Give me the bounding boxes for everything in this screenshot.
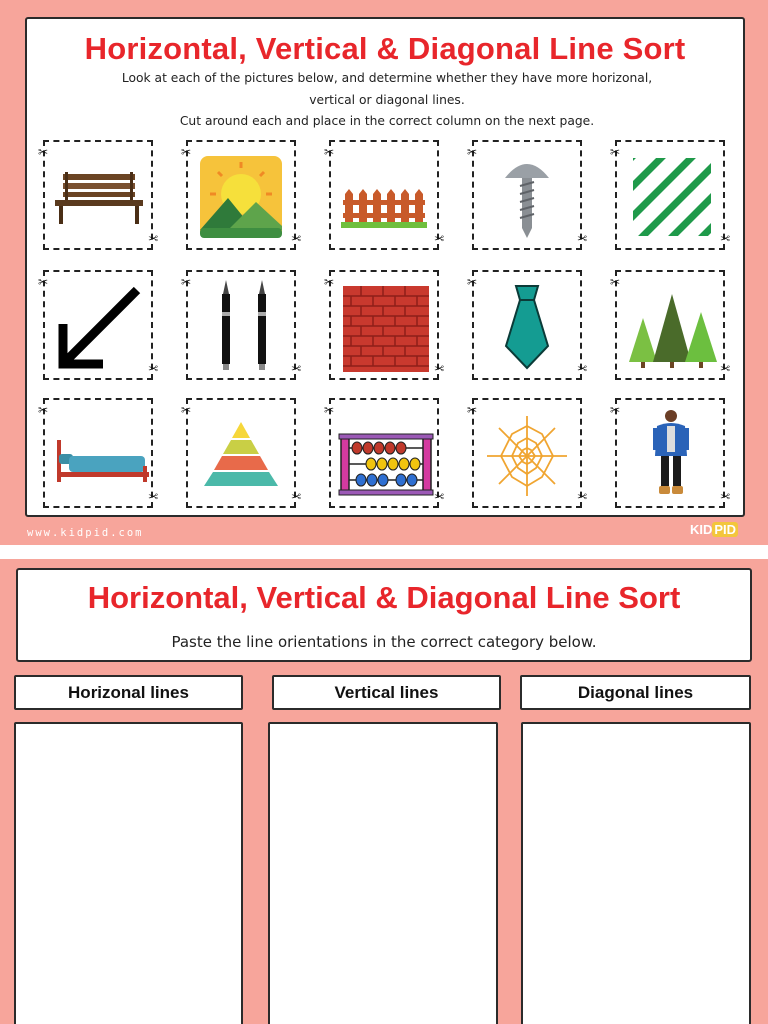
scissors-icon: ✂ (467, 145, 478, 159)
scissors-icon: ✂ (38, 275, 49, 289)
scissors-icon: ✂ (181, 275, 192, 289)
fence-icon (331, 142, 437, 248)
page-2-subtitle: Paste the line orientations in the correct category below. (171, 633, 597, 651)
kidpid-logo (690, 522, 738, 537)
cutout-card-screw[interactable] (467, 140, 587, 250)
scissors-icon: ✂ (324, 145, 335, 159)
column-header-horizontal: Horizonal lines (14, 675, 243, 710)
column-header-diagonal: Diagonal lines (520, 675, 751, 710)
screw-icon (474, 142, 580, 248)
column-header-vertical: Vertical lines (272, 675, 501, 710)
scissors-icon: ✂ (290, 489, 301, 503)
instruction-line-3: Cut around each and place in the correct column on the next page. (179, 114, 595, 128)
scissors-icon: ✂ (147, 361, 158, 375)
cutout-card-brick-wall[interactable] (324, 270, 444, 380)
sort-header-panel (16, 568, 752, 662)
pens-icon (188, 272, 294, 378)
page-divider (0, 545, 768, 559)
footer-url[interactable]: www.kidpid.com (27, 527, 144, 539)
scissors-icon: ✂ (719, 489, 730, 503)
scissors-icon: ✂ (610, 275, 621, 289)
cutout-card-spider-web[interactable] (467, 398, 587, 508)
scissors-icon: ✂ (324, 403, 335, 417)
man-icon (617, 400, 723, 506)
scissors-icon: ✂ (38, 403, 49, 417)
scissors-icon: ✂ (610, 403, 621, 417)
arrow-icon (45, 272, 151, 378)
cutout-card-trees[interactable] (610, 270, 730, 380)
scissors-icon: ✂ (181, 145, 192, 159)
scissors-icon: ✂ (181, 403, 192, 417)
scissors-icon: ✂ (433, 361, 444, 375)
scissors-icon: ✂ (433, 231, 444, 245)
scissors-icon: ✂ (290, 231, 301, 245)
bench-icon (45, 142, 151, 248)
logo-pid: PID (714, 522, 737, 537)
scissors-icon: ✂ (290, 361, 301, 375)
brick-wall-icon (331, 272, 437, 378)
scissors-icon: ✂ (467, 275, 478, 289)
scissors-icon: ✂ (576, 361, 587, 375)
spider-web-icon (474, 400, 580, 506)
scissors-icon: ✂ (433, 489, 444, 503)
paste-area-diagonal[interactable] (521, 722, 751, 1024)
instruction-line-2: vertical or diagonal lines. (309, 93, 465, 107)
cutout-card-tie[interactable] (467, 270, 587, 380)
pyramid-icon (188, 400, 294, 506)
scissors-icon: ✂ (576, 231, 587, 245)
diagonal-stripes-icon (617, 142, 723, 248)
paste-area-horizontal[interactable] (14, 722, 243, 1024)
cutout-sheet (25, 17, 745, 517)
sunset-icon (188, 142, 294, 248)
cutout-card-bed[interactable] (38, 398, 158, 508)
scissors-icon: ✂ (719, 231, 730, 245)
cutout-card-man[interactable] (610, 398, 730, 508)
scissors-icon: ✂ (38, 145, 49, 159)
scissors-icon: ✂ (147, 489, 158, 503)
paste-area-vertical[interactable] (268, 722, 498, 1024)
scissors-icon: ✂ (719, 361, 730, 375)
page-2-title: Horizontal, Vertical & Diagonal Line Sort (87, 580, 681, 615)
cutout-card-arrow[interactable] (38, 270, 158, 380)
cutout-card-pens[interactable] (181, 270, 301, 380)
scissors-icon: ✂ (467, 403, 478, 417)
instruction-line-1: Look at each of the pictures below, and determine whether they have more horizonal, (121, 71, 653, 85)
logo-kid: KID (690, 522, 713, 537)
abacus-icon (331, 400, 437, 506)
cutout-card-stripes[interactable] (610, 140, 730, 250)
tie-icon (474, 272, 580, 378)
cutout-card-abacus[interactable] (324, 398, 444, 508)
cutout-card-pyramid[interactable] (181, 398, 301, 508)
scissors-icon: ✂ (610, 145, 621, 159)
bed-icon (45, 400, 151, 506)
cutout-card-bench[interactable] (38, 140, 158, 250)
trees-icon (617, 272, 723, 378)
cutout-card-sunset[interactable] (181, 140, 301, 250)
scissors-icon: ✂ (324, 275, 335, 289)
page-title: Horizontal, Vertical & Diagonal Line Sort (84, 31, 686, 66)
scissors-icon: ✂ (576, 489, 587, 503)
scissors-icon: ✂ (147, 231, 158, 245)
cutout-card-fence[interactable] (324, 140, 444, 250)
